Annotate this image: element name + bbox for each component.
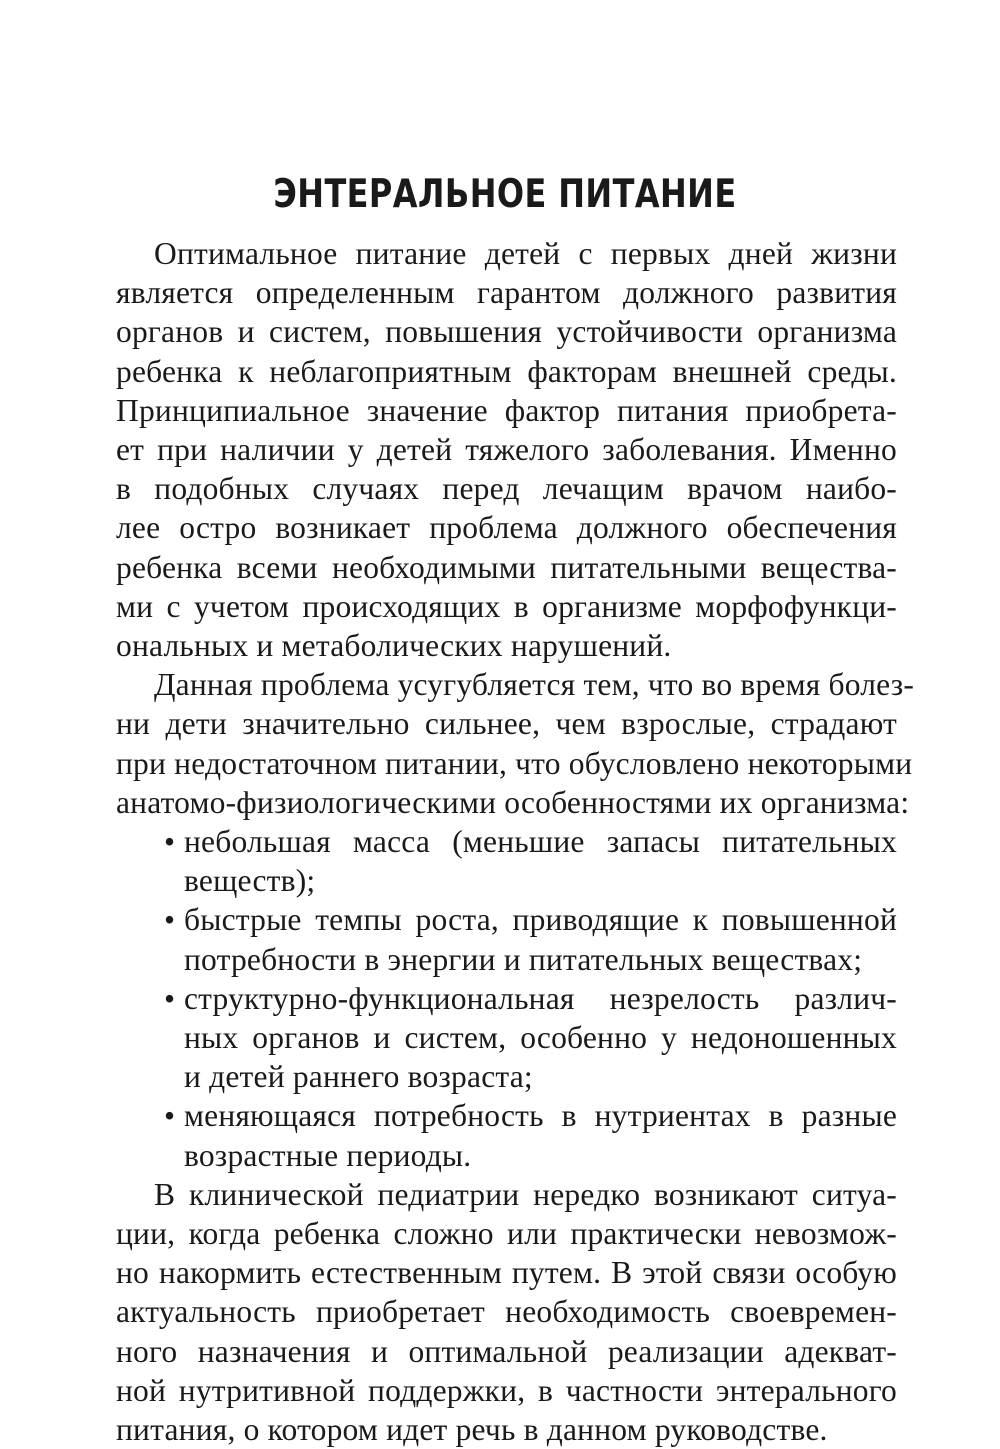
- text-line: ных органов и систем, особенно у недоношенных: [184, 1020, 897, 1056]
- text-line: Принципиальное значение фактор питания приобрета-: [116, 392, 897, 428]
- text-line: но накормить естественным путем. В этой связи особую: [116, 1255, 897, 1291]
- text-line: питания, о котором идет речь в данном руководстве.: [116, 1412, 828, 1448]
- text-line: ет при наличии у детей тяжелого заболевания. Именно: [116, 432, 897, 468]
- text-line: меняющаяся потребность в нутриентах в разные: [184, 1098, 897, 1134]
- bullet-list: [116, 822, 897, 1175]
- text-line: в подобных случаях перед лечащим врачом наибо-: [116, 471, 897, 507]
- page-title: ЭНТЕРАЛЬНОЕ ПИТАНИЕ: [273, 172, 737, 217]
- text-line: ми с учетом происходящих в организме морфофункци-: [116, 588, 897, 624]
- text-line: ни дети значительно сильнее, чем взрослые, страдают: [116, 706, 897, 742]
- bullet-icon: •: [164, 980, 176, 1016]
- list-item: [116, 1096, 897, 1174]
- list-item: [116, 822, 897, 900]
- text-line: ональных и метаболических нарушений.: [116, 628, 672, 664]
- text-line: веществ);: [184, 863, 316, 899]
- text-line: Данная проблема усугубляется тем, что во время болез-: [154, 667, 915, 703]
- bullet-icon: •: [164, 902, 176, 938]
- text-line: ного назначения и оптимальной реализации адекват-: [116, 1333, 897, 1369]
- text-line: потребности в энергии и питательных веществах;: [184, 941, 863, 977]
- list-item: [116, 900, 897, 978]
- text-line: ребенка к неблагоприятным факторам внешней среды.: [116, 353, 897, 389]
- text-line: ребенка всеми необходимыми питательными вещества-: [116, 549, 897, 585]
- text-line: быстрые темпы роста, приводящие к повышенной: [184, 902, 897, 938]
- text-line: и детей раннего возраста;: [184, 1059, 533, 1095]
- paragraph-problem: [116, 665, 915, 822]
- paragraph-intro: [116, 234, 897, 665]
- text-line: актуальность приобретает необходимость своевремен-: [116, 1294, 897, 1330]
- text-line: небольшая масса (меньшие запасы питательных: [184, 824, 897, 860]
- list-item: [116, 979, 897, 1097]
- text-line: ной нутритивной поддержки, в частности энтерального: [116, 1372, 897, 1408]
- paragraph-clinical: [116, 1175, 897, 1449]
- text-line: возрастные периоды.: [184, 1137, 472, 1173]
- text-line: В клинической педиатрии нередко возникают ситуа-: [154, 1176, 897, 1212]
- text-line: при недостаточном питании, что обусловлено некоторыми: [116, 745, 913, 781]
- text-line: ции, когда ребенка сложно или практически невозмож-: [116, 1216, 897, 1252]
- text-line: анатомо-физиологическими особенностями их организма:: [116, 784, 910, 820]
- bullet-icon: •: [164, 1098, 176, 1134]
- text-line: органов и систем, повышения устойчивости организма: [116, 314, 897, 350]
- text-line: Оптимальное питание детей с первых дней жизни: [154, 236, 897, 271]
- text-line: лее остро возникает проблема должного обеспечения: [116, 510, 897, 546]
- text-line: структурно-функциональная незрелость различ-: [184, 980, 897, 1016]
- text-line: является определенным гарантом должного развития: [116, 275, 897, 311]
- body-text: [116, 234, 915, 1449]
- bullet-icon: •: [164, 824, 176, 860]
